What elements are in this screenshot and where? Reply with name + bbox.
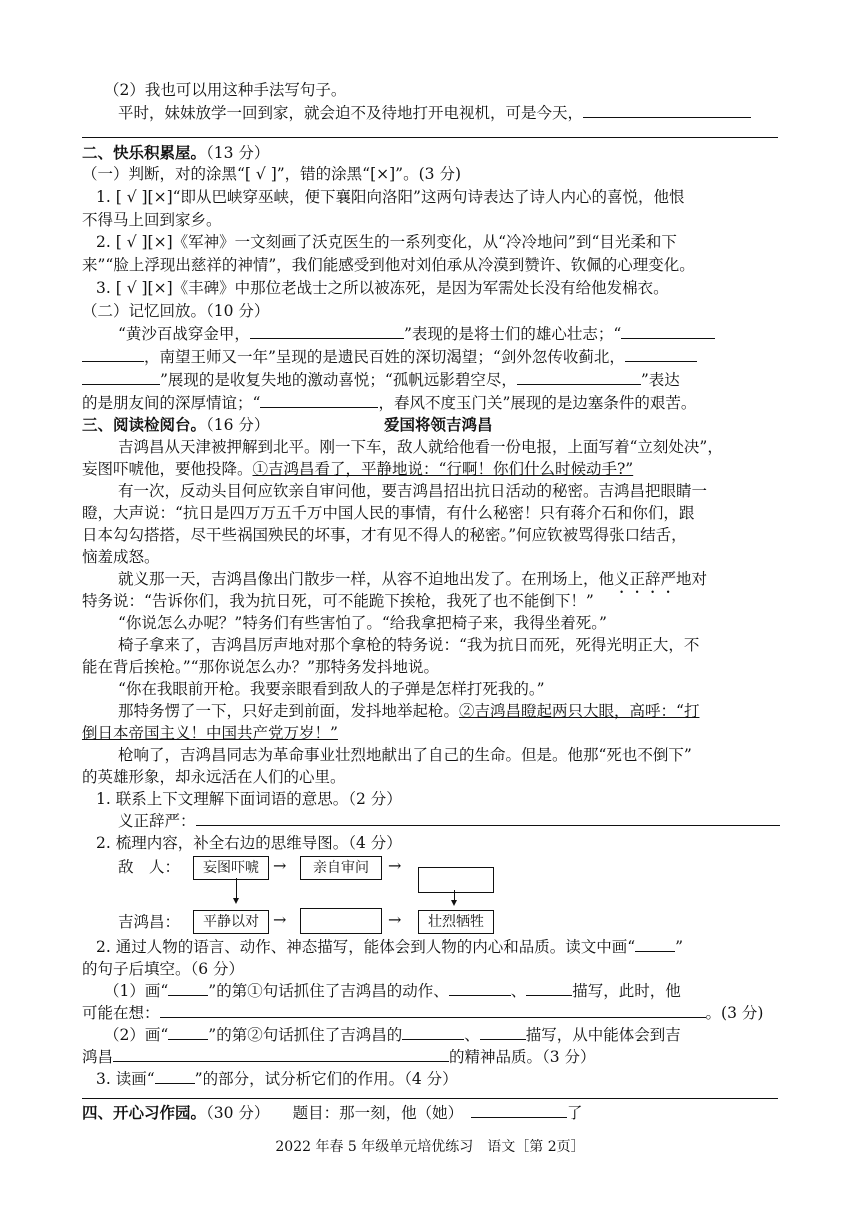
map-arrow: → — [273, 910, 287, 930]
article-p7-line1: 那特务愣了一下，只好走到前面，发抖地举起枪。②吉鸿昌瞪起两只大眼，高呼：“打 — [118, 701, 700, 720]
section-3-heading: 三、阅读检阅台。（16 分） — [82, 415, 270, 434]
map-row-label-ji: 吉鸿昌： — [118, 913, 181, 932]
underlined-sentence-2: ②吉鸿昌瞪起两只大眼，高呼：“打 — [459, 701, 700, 720]
answer-blank[interactable] — [196, 811, 780, 826]
article-p5-line1: 椅子拿来了，吉鸿昌厉声地对那个拿枪的特务说：“我为抗日而死，死得光明正大，不 — [118, 636, 700, 655]
question-2: 2. 梳理内容，补全右边的思维导图。（4 分） — [96, 833, 402, 852]
answer-blank[interactable] — [621, 324, 715, 339]
sentence-prompt: 平时，妹妹放学一回到家，就会迫不及待地打开电视机，可是今天， — [118, 102, 751, 124]
sentence-task: （2）我也可以用这种手法写句子。 — [104, 80, 347, 99]
article-p2-line3: 日本勾勾搭搭，尽干些祸国殃民的坏事，才有见不得人的秘密。”何应钦被骂得张口结舌， — [82, 526, 687, 545]
divider — [82, 137, 778, 138]
memory-line3: ”展现的是收复失地的激动喜悦；“孤帆远影碧空尽， ”表达 — [82, 369, 680, 391]
judge-instruction: （一）判断，对的涂黑“[ √ ]”，错的涂黑“[×]”。(3 分) — [82, 164, 461, 183]
map-node-interrogate: 亲自审问 — [300, 856, 382, 880]
judge-q2-line2: 来”“脸上浮现出慈祥的神情”，我们能感受到他对刘伯承从冷漠到赞许、钦佩的心理变化。 — [82, 256, 695, 275]
answer-blank[interactable] — [250, 324, 404, 339]
underlined-sentence-1: ①吉鸿昌看了，平静地说：“行啊！你们什么时候动手?” — [252, 460, 634, 479]
question-3-line1: 2. 通过人物的语言、动作、神态描写，能体会到人物的内心和品质。读文中画“ ” — [96, 938, 684, 957]
map-node-calm: 平静以对 — [193, 910, 269, 934]
question-3-part1: （1）画“ ”的第①句话抓住了吉鸿昌的动作、 、 描写，此时，他 — [104, 981, 681, 1000]
question-4: 3. 读画“ ”的部分，试分析它们的作用。（4 分） — [96, 1069, 458, 1088]
answer-blank[interactable] — [480, 1025, 526, 1040]
question-1: 1. 联系上下文理解下面词语的意思。（2 分） — [96, 789, 402, 808]
judge-q3: 3. [ √ ][×]《丰碑》中那位老战士之所以被冻死，是因为军需处长没有给他发棉衣。 — [96, 279, 669, 298]
judge-q2-line1: 2. [ √ ][×]《军神》一文刻画了沃克医生的一系列变化，从“冷冷地问”到“目光柔和下 — [96, 233, 677, 252]
answer-blank[interactable] — [260, 393, 378, 408]
question-1-answer: 义正辞严： — [118, 810, 780, 832]
answer-blank[interactable] — [402, 1025, 464, 1040]
answer-blank[interactable] — [625, 347, 697, 362]
judge-q1-line1: 1. [ √ ][×]“即从巴峡穿巫峡，便下襄阳向洛阳”这两句诗表达了诗人内心的喜悦，他恨 — [96, 187, 685, 206]
answer-blank[interactable] — [82, 347, 144, 362]
memory-line2: ，南望王师又一年”呈现的是遗民百姓的深切渴望；“剑外忽传收蓟北， — [82, 346, 697, 368]
article-p6: “你在我眼前开枪。我要亲眼看到敌人的子弹是怎样打死我的。” — [118, 680, 545, 698]
article-p2-line2: 瞪，大声说：“抗日是四万万五千万中国人民的事情，有什么秘密！只有蒋介石和你们，跟 — [82, 504, 695, 523]
section-2-heading: 二、快乐积累屋。（13 分） — [82, 143, 270, 162]
article-p1-line2: 妄图吓唬他，要他投降。①吉鸿昌看了，平静地说：“行啊！你们什么时候动手?” — [82, 460, 634, 479]
map-arrow: → — [388, 910, 402, 930]
map-node-blank-enemy[interactable] — [418, 867, 494, 893]
article-p3-line1: 就义那一天，吉鸿昌像出门散步一样，从容不迫地出发了。在刑场上，他义正辞严地对 — [118, 570, 708, 589]
map-arrow: → — [388, 856, 402, 876]
memory-line1: “黄沙百战穿金甲， ”表现的是将士们的雄心壮志；“ — [118, 323, 715, 345]
dotted-word: 义正辞严 — [614, 570, 677, 589]
map-row-label-enemy: 敌 人： — [118, 858, 181, 877]
article-p3-line2: 特务说：“告诉你们，我为抗日死，可不能跪下挨枪，我死了也不能倒下！” — [82, 592, 594, 611]
answer-blank[interactable] — [583, 103, 751, 118]
answer-blank[interactable] — [526, 981, 572, 996]
map-node-blank-ji[interactable] — [300, 908, 382, 934]
essay-title-blank[interactable] — [471, 1103, 567, 1118]
question-3-part1-think: 可能在想： 。(3 分) — [82, 1003, 764, 1022]
map-node-sacrifice: 壮烈牺牲 — [418, 910, 494, 934]
answer-blank[interactable] — [517, 370, 641, 385]
divider — [82, 1098, 778, 1099]
section-4-heading: 四、开心习作园。（30 分） 题目：那一刻，他（她） 了 — [82, 1104, 583, 1122]
question-3-part2-quality: 鸿昌 的精神品质。（3 分） — [82, 1047, 596, 1066]
map-arrow-down — [454, 890, 455, 904]
article-title: 爱国将领吉鸿昌 — [384, 415, 493, 434]
article-p8-line1: 枪响了，吉鸿昌同志为革命事业壮烈地献出了自己的生命。但是。他那“死也不倒下” — [118, 745, 692, 764]
answer-blank[interactable] — [449, 981, 511, 996]
map-node-intimidate: 妄图吓唬 — [193, 856, 269, 880]
map-arrow-down — [236, 878, 237, 902]
article-p4: “你说怎么办呢？”特务们有些害怕了。“给我拿把椅子来，我得坐着死。” — [118, 614, 607, 633]
judge-q1-line2: 不得马上回到家乡。 — [82, 210, 222, 229]
article-p2-line1: 有一次，反动头目何应钦亲自审问他，要吉鸿昌招出抗日活动的秘密。吉鸿昌把眼睛一 — [118, 482, 708, 501]
memory-line4: 的是朋友间的深厚情谊；“ ，春风不度玉门关”展现的是边塞条件的艰苦。 — [82, 393, 697, 412]
page-footer: 2022 年春 5 年级单元培优练习 语文［第 2页］ — [275, 1139, 585, 1155]
map-arrow: → — [273, 856, 287, 876]
article-p1-line1: 吉鸿昌从天津被押解到北平。刚一下车，敌人就给他看一份电报，上面写着“立刻处决”， — [118, 438, 723, 457]
article-p8-line2: 的英雄形象，却永远活在人们的心里。 — [82, 767, 346, 786]
question-3-line2: 的句子后填空。（6 分） — [82, 960, 245, 978]
answer-blank[interactable] — [113, 1047, 449, 1062]
answer-blank[interactable] — [160, 1003, 706, 1018]
answer-blank[interactable] — [82, 370, 160, 385]
memory-heading: （二）记忆回放。（10 分） — [82, 302, 270, 321]
article-p5-line2: 能在背后挨枪。”“那你说怎么办？”那特务发抖地说。 — [82, 658, 440, 677]
article-p2-line4: 恼羞成怒。 — [82, 548, 160, 567]
question-3-part2: （2）画“ ”的第②句话抓住了吉鸿昌的 、 描写，从中能体会到吉 — [104, 1025, 681, 1044]
article-p7-line2: 倒日本帝国主义！中国共产党万岁！” — [82, 723, 338, 742]
